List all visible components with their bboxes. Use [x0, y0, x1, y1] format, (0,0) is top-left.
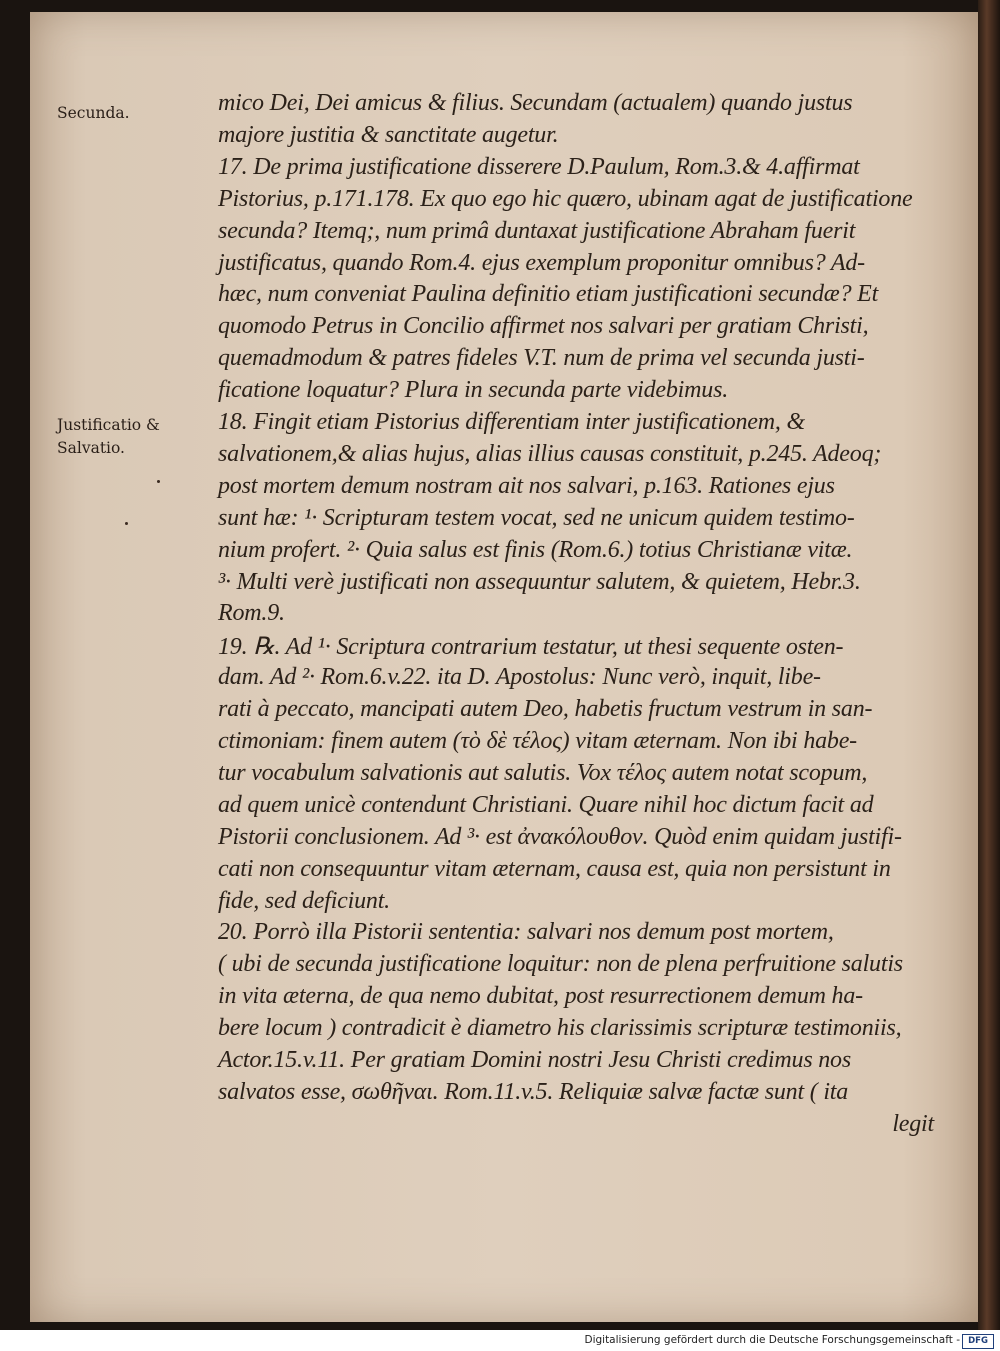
text-line: legit	[892, 1110, 934, 1137]
text-line: quemadmodum & patres fideles V.T. num de prima vel secunda justi-	[218, 345, 865, 372]
text-line: secunda? Itemq;, num primâ duntaxat justificatione Abraham fuerit	[218, 217, 856, 244]
text-line: ad quem unicè contendunt Christiani. Quare nihil hoc dictum facit ad	[218, 791, 874, 818]
text-line: Pistorius, p.171.178. Ex quo ego hic quæro, ubinam agat de justificatione	[218, 185, 913, 212]
text-line: ficatione loquatur? Plura in secunda parte videbimus.	[218, 377, 729, 404]
text-line: post mortem demum nostram ait nos salvari, p.163. Rationes ejus	[218, 472, 835, 499]
text-line: dam. Ad ²· Rom.6.v.22. ita D. Apostolus: Nunc verò, inquit, libe-	[218, 664, 821, 691]
text-line: 17. De prima justificatione disserere D.Paulum, Rom.3.& 4.affirmat	[218, 153, 860, 180]
text-line: nium profert. ²· Quia salus est finis (Rom.6.) totius Christianæ vitæ.	[218, 536, 853, 563]
text-line: Pistorii conclusionem. Ad ³· est ἀνακόλουθον. Quòd enim quidam justifi-	[218, 823, 902, 850]
text-line: ³· Multi verè justificati non assequuntur salutem, & quietem, Hebr.3.	[218, 568, 861, 595]
text-line: rati à peccato, mancipati autem Deo, habetis fructum vestrum in san-	[218, 696, 873, 723]
margin-note-secunda: Secunda.	[57, 104, 130, 122]
text-line: salvationem,& alias hujus, alias illius causas constituit, p.245. Adeoq;	[218, 440, 882, 467]
text-line: quomodo Petrus in Concilio affirmet nos salvari per gratiam Christi,	[218, 313, 869, 340]
text-line: 19. ℞. Ad ¹· Scriptura contrarium testatur, ut thesi sequente osten-	[218, 634, 844, 661]
text-line: majore justitia & sanctitate augetur.	[218, 121, 559, 148]
text-line: hæc, num conveniat Paulina definitio etiam justificationi secundæ? Et	[218, 281, 879, 308]
text-line: Actor.15.v.11. Per gratiam Domini nostri Jesu Christi credimus nos	[218, 1047, 851, 1073]
text-line: mico Dei, Dei amicus & filius. Secundam (actualem) quando justus	[218, 90, 853, 116]
ink-speck	[157, 480, 160, 483]
footer-bar	[0, 1330, 1000, 1351]
text-line: salvatos esse, σωθῆναι. Rom.11.v.5. Reliquiæ salvæ factæ sunt ( ita	[218, 1078, 849, 1105]
text-line: bere locum ) contradicit è diametro his clarissimis scripturæ testimoniis,	[218, 1015, 902, 1042]
margin-note-salvatio: Salvatio.	[57, 439, 125, 457]
text-line: fide, sed deficiunt.	[218, 887, 390, 914]
text-line: cati non consequuntur vitam æternam, causa est, quia non persistunt in	[218, 855, 891, 882]
text-line: tur vocabulum salvationis aut salutis. Vox τέλος autem notat scopum,	[218, 759, 868, 786]
text-line: 18. Fingit etiam Pistorius differentiam inter justificationem, &	[218, 409, 805, 435]
book-edge	[978, 0, 1000, 1330]
text-line: in vita æterna, de qua nemo dubitat, post resurrectionem demum ha-	[218, 983, 863, 1010]
funding-credit: Digitalisierung gefördert durch die Deutsche Forschungsgemeinschaft -	[584, 1334, 960, 1346]
text-line: ctimoniam: finem autem (τὸ δὲ τέλος) vitam æternam. Non ibi habe-	[218, 728, 857, 754]
dfg-logo: DFG	[962, 1334, 994, 1349]
text-line: ( ubi de secunda justificatione loquitur: non de plena perfruitione salutis	[218, 951, 903, 978]
text-line: justificatus, quando Rom.4. ejus exemplum proponitur omnibus? Ad-	[218, 249, 865, 276]
text-line: Rom.9.	[218, 600, 285, 627]
ink-speck	[125, 522, 128, 525]
text-line: 20. Porrò illa Pistorii sententia: salvari nos demum post mortem,	[218, 919, 834, 946]
text-line: sunt hæ: ¹· Scripturam testem vocat, sed ne unicum quidem testimo-	[218, 504, 855, 531]
margin-note-justificatio: Justificatio &	[57, 416, 160, 434]
